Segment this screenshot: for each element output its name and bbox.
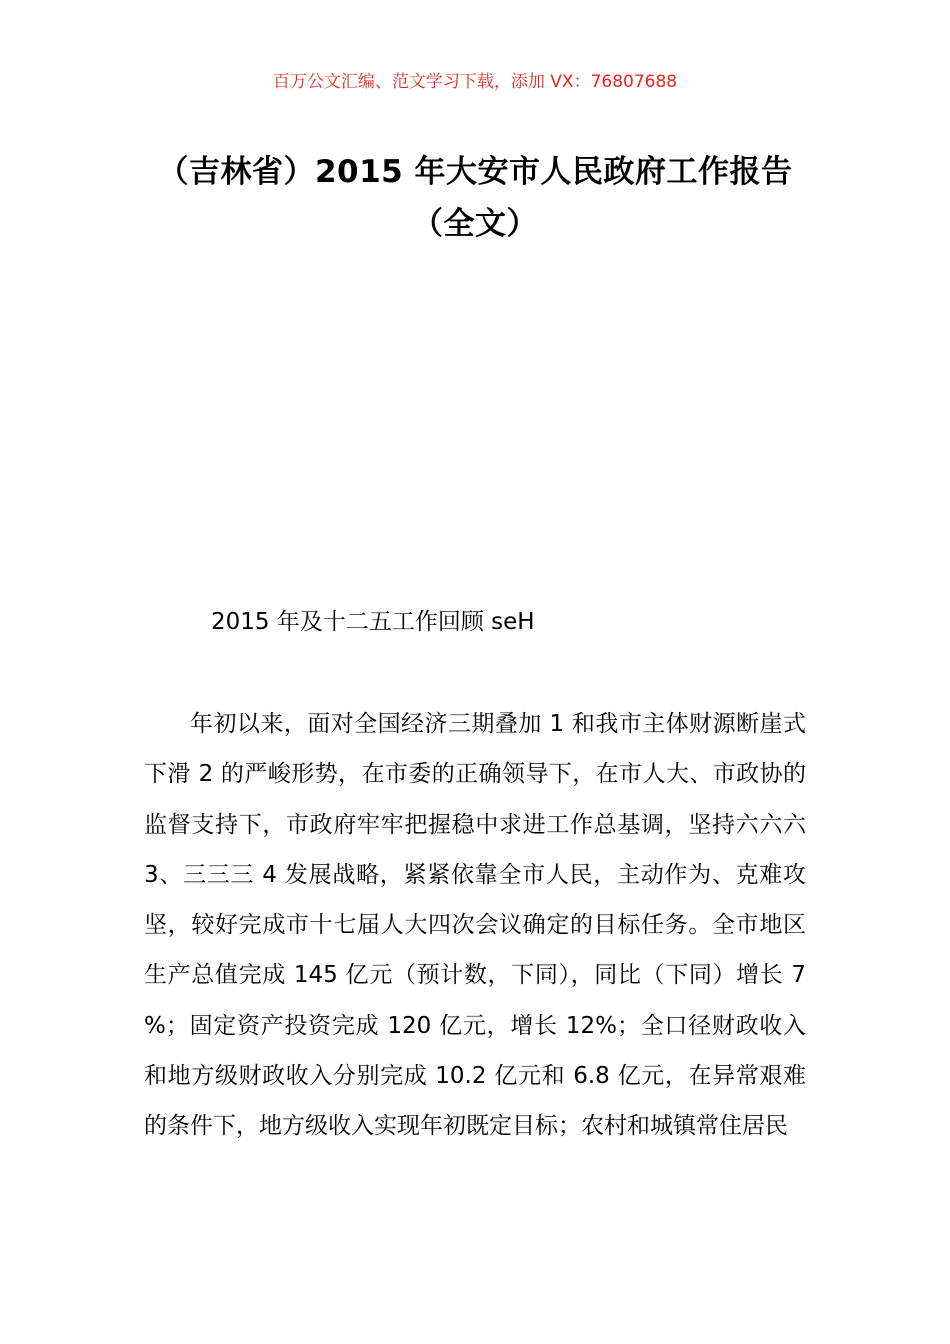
document-title: （吉林省）2015 年大安市人民政府工作报告（全文） <box>157 154 793 242</box>
body-paragraph: 年初以来，面对全国经济三期叠加 1 和我市主体财源断崖式下滑 2 的严峻形势，在市委的正确领导下，在市人大、市政协的监督支持下，市政府牢牢把握稳中求进工作总基调，坚持六六六 3、三三三 4 发展战略，紧紧依靠全市人民，主动作为、克难攻坚，较好完成市十七届人大四次会议确定的目标任务。全市地区生产总值完成 145 亿元（预计数，下同），同比（下同）增长 7 %；固定资产投资完成 120 亿元，增长 12%；全口径财政收入和地方级财政收入分别完成 10.2 亿元和 6.8 亿元，在异常艰难的条件下，地方级收入实现年初既定目标；农村和城镇常住居民 <box>144 711 806 1140</box>
download-notice: 百万公文汇编、范文学习下载，添加 VX：76807688 <box>272 72 678 92</box>
section-heading: 2015 年及十二五工作回顾 seH <box>211 609 535 635</box>
